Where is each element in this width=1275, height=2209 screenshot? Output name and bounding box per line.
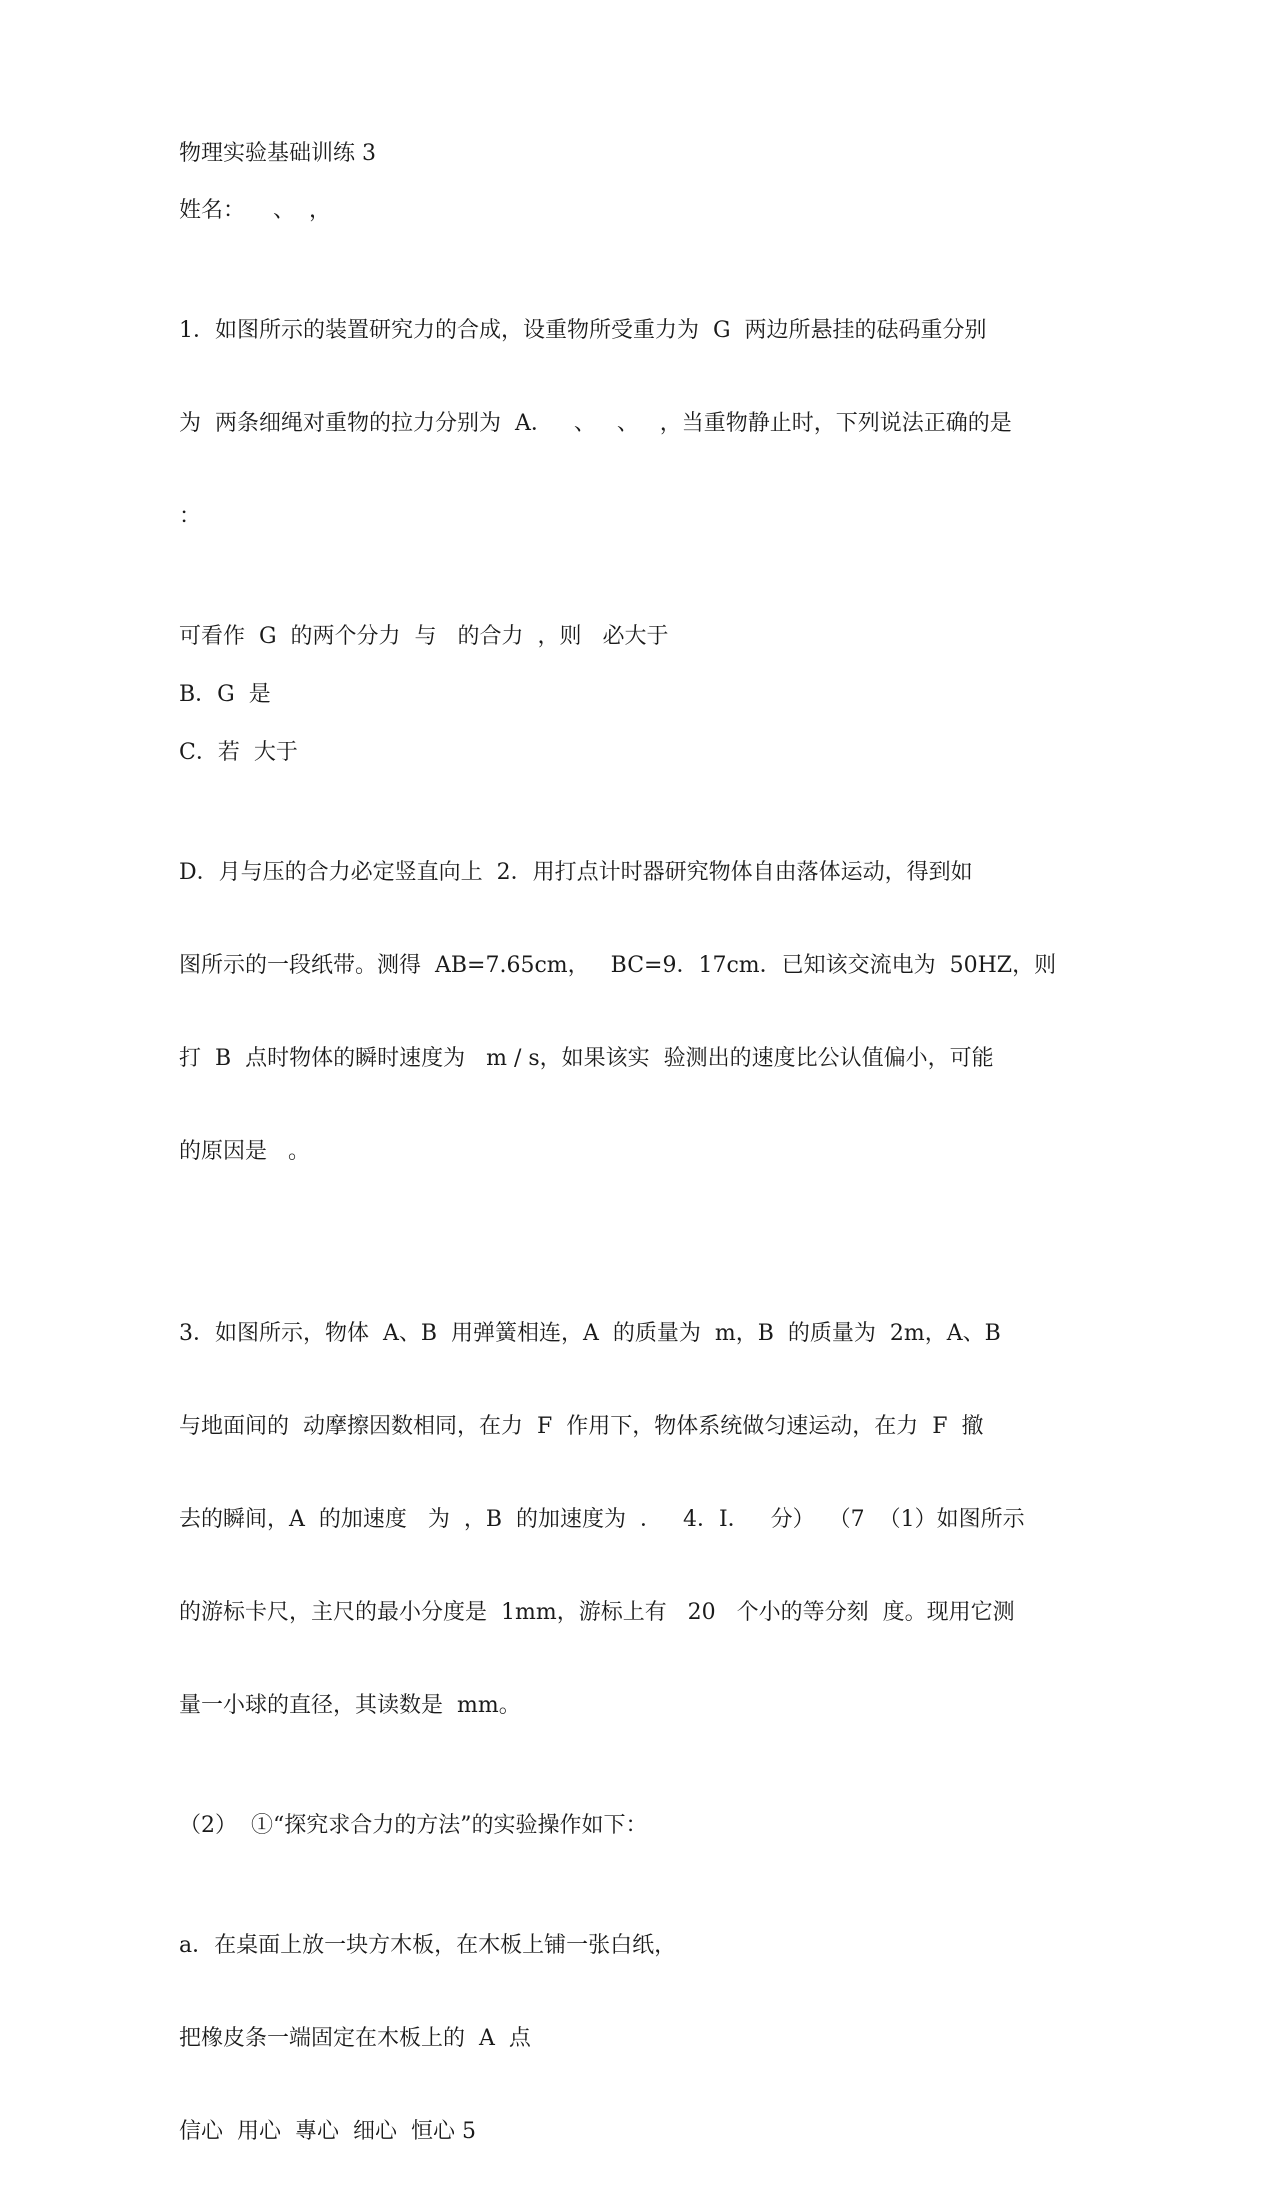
question-2-line: 的原因是 。 [179, 1139, 310, 1164]
question-3-4 [179, 1256, 1059, 1783]
option-a: 可看作 G 的两个分力 与 的合力 ，则 必大于 [179, 624, 669, 649]
question-3-line: 去的瞬间，A 的加速度 为 ，B 的加速度为 ． 4．Ⅰ． 分） （7 （1）如图所示 [179, 1507, 1025, 1532]
question-3-line: 与地面间的 动摩擦因数相同，在力 F 作用下，物体系统做匀速运动，在力 F 撤 [179, 1414, 984, 1439]
step-a [179, 1868, 1059, 2209]
question-2-line: 打 B 点时物体的瞬时速度为 m / s，如果该实 验测出的速度比公认值偏小，可能 [179, 1046, 994, 1071]
document-page [179, 138, 1059, 2209]
option-c: C．若 大于 [179, 740, 298, 765]
question-4-line: 的游标卡尺，主尺的最小分度是 1mm，游标上有 20 个小的等分刻 度。现用它测 [179, 1600, 1015, 1625]
option-d-question-2 [179, 795, 1059, 1229]
page-title: 物理实验基础训练 3 [179, 141, 376, 166]
question-4-line: 量一小球的直径，其读数是 mm。 [179, 1693, 521, 1718]
question-2-line: 图所示的一段纸带。测得 AB=7.65cm， BC=9．17cm．已知该交流电为 50HZ，则 [179, 953, 1057, 978]
option-b: B．G 是 [179, 682, 271, 707]
question-2-line: D．月与压的合力必定竖直向上 2．用打点计时器研究物体自由落体运动，得到如 [179, 860, 973, 885]
name-line: 姓名： 、 ， [179, 198, 331, 223]
step-a-line: a．在桌面上放一块方木板，在木板上铺一张白纸， [179, 1933, 677, 1958]
question-1-line: ： [179, 504, 202, 529]
question-4-part-2: （2） ①“探究求合力的方法”的实验操作如下： [179, 1813, 648, 1838]
question-1 [179, 253, 1059, 594]
step-a-line: 把橡皮条一端固定在木板上的 A 点 [179, 2026, 531, 2051]
question-3-line: 3．如图所示，物体 A、B 用弹簧相连，A 的质量为 m，B 的质量为 2m，A、B [179, 1321, 1001, 1346]
question-1-line: 为 两条细绳对重物的拉力分别为 A． 、 、 ，当重物静止时，下列说法正确的是 [179, 411, 1012, 436]
question-1-line: 1．如图所示的装置研究力的合成，设重物所受重力为 G 两边所悬挂的砝码重分别 [179, 318, 987, 343]
footer-motto: 信心 用心 專心 细心 恒心 5 [179, 2119, 476, 2144]
